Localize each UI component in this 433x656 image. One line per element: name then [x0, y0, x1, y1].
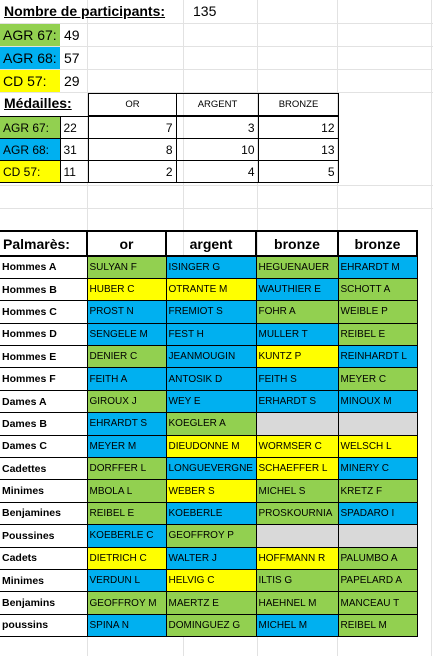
- palmares-cell: SPADARO I: [338, 502, 417, 524]
- palmares-cell: DIEUDONNE M: [166, 435, 256, 457]
- medals-header-table: [88, 93, 339, 116]
- palmares-cell: PROSKOURNIA: [256, 502, 338, 524]
- palmares-header-bronze-2: bronze: [338, 231, 417, 256]
- palmares-cell: MINOUX M: [338, 390, 417, 412]
- palmares-cell: PALUMBO A: [338, 547, 417, 569]
- medals-label: CD 57:: [0, 161, 60, 183]
- palmares-category: Hommes E: [0, 346, 87, 368]
- palmares-cell: KOEBERLE C: [87, 525, 166, 547]
- medals-argent: 10: [176, 139, 258, 161]
- palmares-cell: REIBEL E: [87, 502, 166, 524]
- palmares-cell: JEANMOUGIN: [166, 346, 256, 368]
- palmares-cell: ISINGER G: [166, 256, 256, 278]
- palmares-category: Minimes: [0, 480, 87, 502]
- palmares-category: Hommes D: [0, 323, 87, 345]
- palmares-category: Hommes B: [0, 278, 87, 300]
- palmares-cell: HUBER C: [87, 278, 166, 300]
- medals-header-argent: ARGENT: [177, 94, 259, 116]
- palmares-cell: GEOFFROY M: [87, 592, 166, 614]
- palmares-cell: MICHEL S: [256, 480, 338, 502]
- palmares-cell: LONGUEVERGNE: [166, 458, 256, 480]
- participants-total: 135: [193, 3, 217, 19]
- palmares-row: [0, 592, 417, 614]
- palmares-row: [0, 480, 417, 502]
- palmares-row: [0, 614, 417, 636]
- palmares-cell: WORMSER C: [256, 435, 338, 457]
- palmares-cell: OTRANTE M: [166, 278, 256, 300]
- palmares-row: [0, 278, 417, 300]
- palmares-category: Dames C: [0, 435, 87, 457]
- palmares-cell: KUNTZ P: [256, 346, 338, 368]
- palmares-cell: DORFFER L: [87, 458, 166, 480]
- palmares-cell: FOHR A: [256, 301, 338, 323]
- palmares-category: Dames A: [0, 390, 87, 412]
- palmares-cell: MANCEAU T: [338, 592, 417, 614]
- medals-table: [0, 116, 339, 183]
- palmares-cell: HOFFMANN R: [256, 547, 338, 569]
- medals-header-bronze: BRONZE: [259, 94, 339, 116]
- medals-label: AGR 68:: [0, 139, 60, 161]
- palmares-category: poussins: [0, 614, 87, 636]
- palmares-cell: [338, 525, 417, 547]
- medals-or: 2: [88, 161, 176, 183]
- palmares-cell: KOEBERLE: [166, 502, 256, 524]
- palmares-row: [0, 569, 417, 591]
- palmares-cell: SPINA N: [87, 614, 166, 636]
- medals-or: 7: [88, 117, 176, 139]
- palmares-cell: REINHARDT L: [338, 346, 417, 368]
- palmares-category: Hommes C: [0, 301, 87, 323]
- medals-bronze: 13: [258, 139, 338, 161]
- palmares-row: [0, 368, 417, 390]
- palmares-category: Benjamines: [0, 502, 87, 524]
- palmares-header-argent: argent: [166, 231, 256, 256]
- palmares-cell: FEST H: [166, 323, 256, 345]
- palmares-row: [0, 435, 417, 457]
- palmares-table: [0, 230, 418, 637]
- medals-header-or: OR: [89, 94, 177, 116]
- palmares-cell: ILTIS G: [256, 569, 338, 591]
- medals-row-cd57: [0, 161, 338, 183]
- palmares-cell: MICHEL M: [256, 614, 338, 636]
- palmares-cell: GEOFFROY P: [166, 525, 256, 547]
- palmares-cell: PAPELARD A: [338, 569, 417, 591]
- palmares-header-or: or: [87, 231, 166, 256]
- summary-value-agr67: 49: [64, 27, 80, 43]
- palmares-row: [0, 413, 417, 435]
- palmares-cell: MAERTZ E: [166, 592, 256, 614]
- palmares-cell: WELSCH L: [338, 435, 417, 457]
- palmares-row: [0, 525, 417, 547]
- palmares-category: Hommes F: [0, 368, 87, 390]
- palmares-row: [0, 502, 417, 524]
- palmares-cell: [338, 413, 417, 435]
- medals-label: AGR 67:: [0, 117, 60, 139]
- palmares-cell: ERHARDT S: [256, 390, 338, 412]
- palmares-cell: WEBER S: [166, 480, 256, 502]
- medals-argent: 4: [176, 161, 258, 183]
- palmares-cell: FEITH S: [256, 368, 338, 390]
- palmares-cell: WEIBLE P: [338, 301, 417, 323]
- palmares-title: Palmarès:: [0, 231, 87, 256]
- palmares-cell: [256, 525, 338, 547]
- palmares-cell: MINERY C: [338, 458, 417, 480]
- palmares-cell: FEITH A: [87, 368, 166, 390]
- palmares-cell: PROST N: [87, 301, 166, 323]
- palmares-row: [0, 346, 417, 368]
- palmares-cell: DIETRICH C: [87, 547, 166, 569]
- palmares-cell: [256, 413, 338, 435]
- palmares-cell: REIBEL E: [338, 323, 417, 345]
- medals-total: 22: [60, 117, 88, 139]
- palmares-category: Dames B: [0, 413, 87, 435]
- palmares-cell: EHRARDT S: [87, 413, 166, 435]
- palmares-row: [0, 458, 417, 480]
- summary-label-agr68: AGR 68:: [0, 47, 60, 69]
- palmares-header-row: [0, 231, 417, 256]
- palmares-cell: WALTER J: [166, 547, 256, 569]
- palmares-cell: DOMINGUEZ G: [166, 614, 256, 636]
- palmares-cell: MULLER T: [256, 323, 338, 345]
- palmares-cell: MEYER M: [87, 435, 166, 457]
- palmares-category: Poussines: [0, 525, 87, 547]
- medals-title: Médailles:: [4, 95, 72, 111]
- palmares-cell: HELVIG C: [166, 569, 256, 591]
- palmares-cell: MBOLA L: [87, 480, 166, 502]
- participants-title: Nombre de participants:: [4, 3, 166, 19]
- summary-value-agr68: 57: [64, 50, 80, 66]
- medals-bronze: 5: [258, 161, 338, 183]
- summary-label-agr67: AGR 67:: [0, 24, 60, 46]
- palmares-cell: GIROUX J: [87, 390, 166, 412]
- medals-argent: 3: [176, 117, 258, 139]
- palmares-cell: SULYAN F: [87, 256, 166, 278]
- palmares-cell: HEGUENAUER: [256, 256, 338, 278]
- medals-or: 8: [88, 139, 176, 161]
- palmares-cell: EHRARDT M: [338, 256, 417, 278]
- summary-label-cd57: CD 57:: [0, 70, 60, 92]
- palmares-row: [0, 547, 417, 569]
- palmares-row: [0, 256, 417, 278]
- palmares-cell: MEYER C: [338, 368, 417, 390]
- palmares-cell: ANTOSIK D: [166, 368, 256, 390]
- palmares-category: Minimes: [0, 569, 87, 591]
- palmares-row: [0, 323, 417, 345]
- palmares-cell: WEY E: [166, 390, 256, 412]
- palmares-cell: KRETZ F: [338, 480, 417, 502]
- palmares-category: Cadets: [0, 547, 87, 569]
- medals-row-agr67: [0, 117, 338, 139]
- palmares-header-bronze: bronze: [256, 231, 338, 256]
- palmares-row: [0, 390, 417, 412]
- palmares-category: Cadettes: [0, 458, 87, 480]
- summary-value-cd57: 29: [64, 73, 80, 89]
- palmares-category: Benjamins: [0, 592, 87, 614]
- medals-total: 11: [60, 161, 88, 183]
- palmares-cell: FREMIOT S: [166, 301, 256, 323]
- palmares-cell: REIBEL M: [338, 614, 417, 636]
- palmares-category: Hommes A: [0, 256, 87, 278]
- medals-bronze: 12: [258, 117, 338, 139]
- palmares-cell: DENIER C: [87, 346, 166, 368]
- palmares-cell: WAUTHIER E: [256, 278, 338, 300]
- palmares-cell: SCHAEFFER L: [256, 458, 338, 480]
- palmares-cell: VERDUN L: [87, 569, 166, 591]
- palmares-cell: HAEHNEL M: [256, 592, 338, 614]
- palmares-cell: SENGELE M: [87, 323, 166, 345]
- medals-row-agr68: [0, 139, 338, 161]
- palmares-cell: KOEGLER A: [166, 413, 256, 435]
- medals-total: 31: [60, 139, 88, 161]
- palmares-cell: SCHOTT A: [338, 278, 417, 300]
- palmares-row: [0, 301, 417, 323]
